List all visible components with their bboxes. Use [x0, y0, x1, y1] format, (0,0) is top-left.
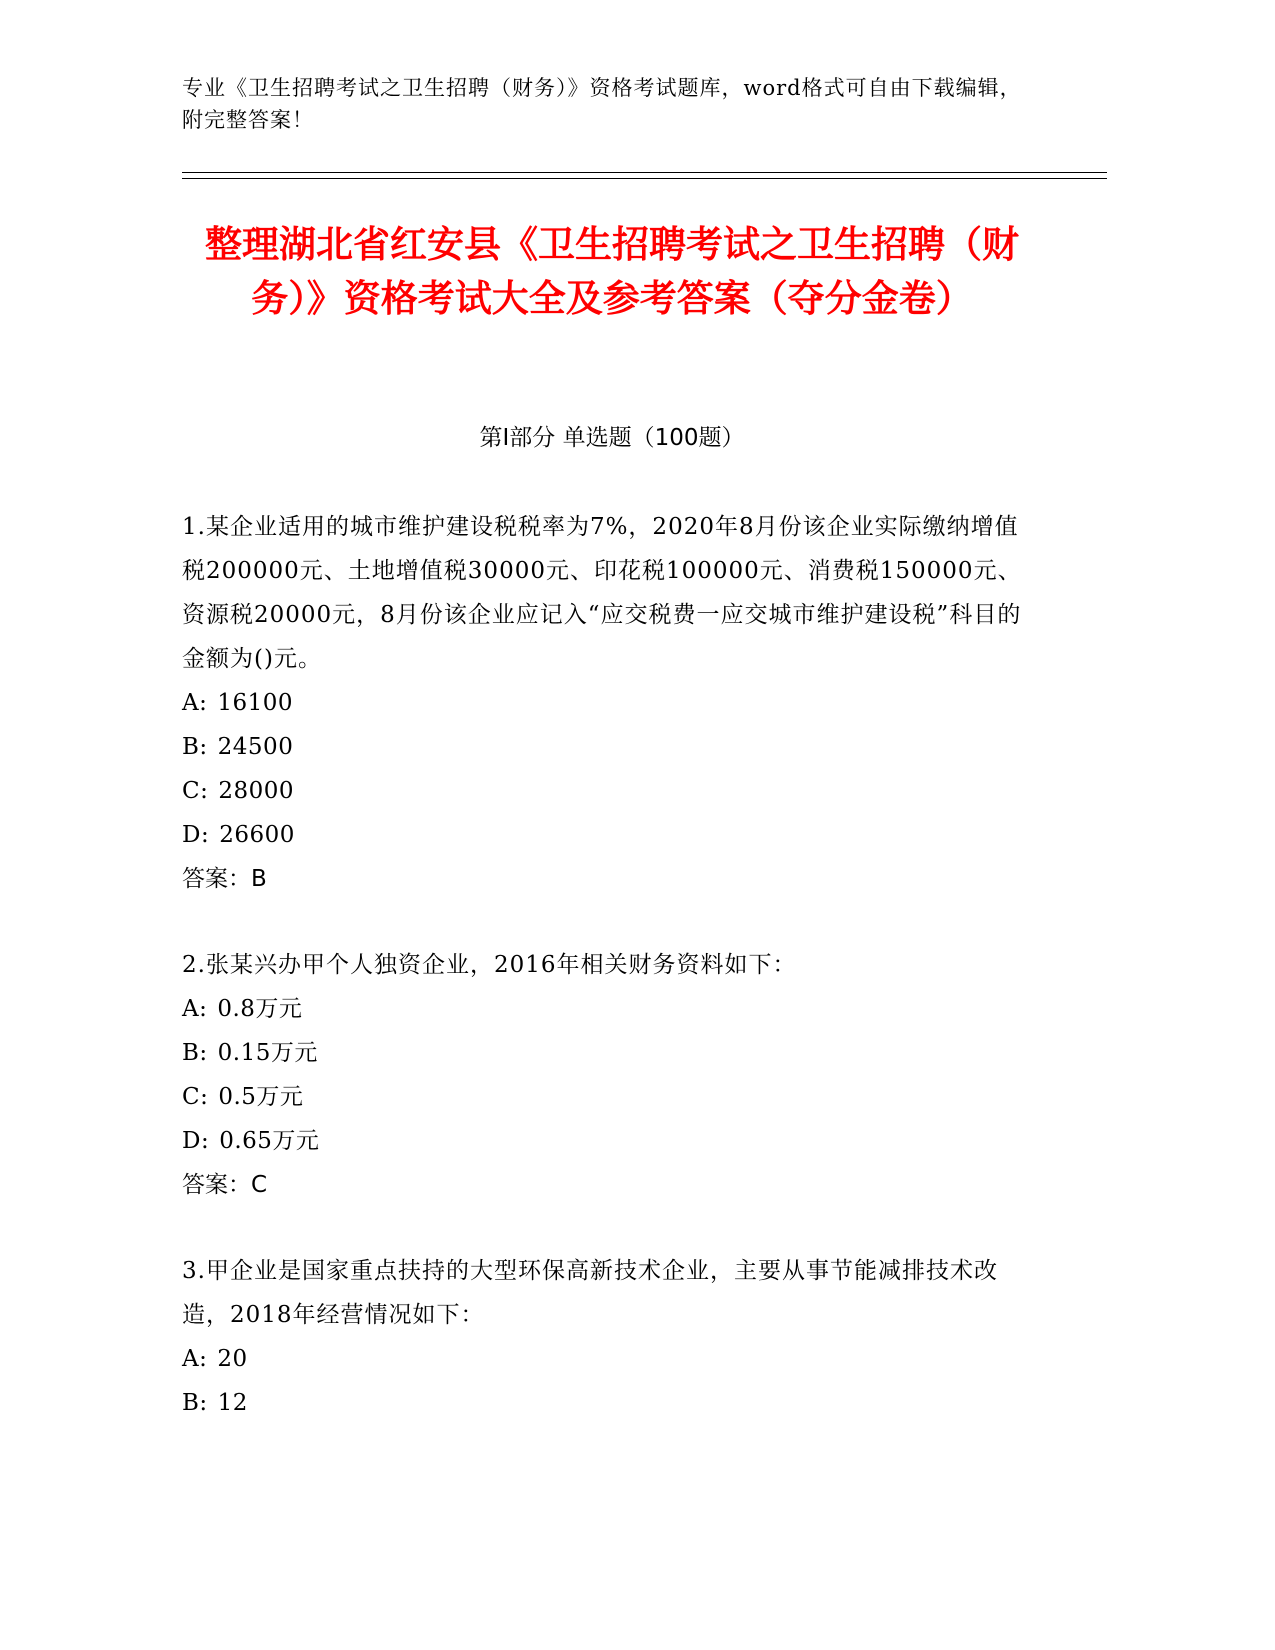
option-c: [182, 769, 1032, 813]
header-rule-bottom: [182, 178, 1107, 179]
question-stem: 3.甲企业是国家重点扶持的大型环保高新技术企业，主要从事节能减排技术改造，2018年经营情况如下：: [182, 1258, 998, 1328]
answer-line: 答案：B: [182, 866, 267, 892]
option-letter: D:: [182, 822, 210, 848]
option-letter: A:: [182, 996, 208, 1022]
option-a: [182, 987, 1032, 1031]
option-text: 0.5万元: [218, 1084, 304, 1110]
header-note: 专业《卫生招聘考试之卫生招聘（财务）》资格考试题库，word格式可自由下载编辑，附完整答案！: [182, 76, 1022, 132]
option-d: [182, 813, 1032, 857]
option-letter: C:: [182, 1084, 209, 1110]
option-a: [182, 1337, 1032, 1381]
question-spacer: [182, 1207, 1032, 1249]
option-letter: B:: [182, 1390, 208, 1416]
option-b: [182, 1031, 1032, 1075]
option-b: [182, 1381, 1032, 1425]
question-stem: 1.某企业适用的城市维护建设税税率为7%，2020年8月份该企业实际缴纳增值税200000元、土地增值税30000元、印花税100000元、消费税150000元、资源税20000元，8月份该企业应记入“应交税费一应交城市维护建设税”科目的金额为()元。: [182, 514, 1022, 672]
option-text: 0.15万元: [217, 1040, 318, 1066]
document-title: 整理湖北省红安县《卫生招聘考试之卫生招聘（财务）》资格考试大全及参考答案（夺分金卷）: [205, 223, 1019, 320]
option-text: 12: [217, 1390, 248, 1416]
section-heading: 第Ⅰ部分 单选题（100题）: [479, 425, 745, 451]
option-letter: A:: [182, 1346, 208, 1372]
question-spacer: [182, 901, 1032, 943]
option-text: 0.65万元: [219, 1128, 320, 1154]
question-2: [182, 943, 1032, 1207]
option-a: [182, 681, 1032, 725]
option-b: [182, 725, 1032, 769]
option-text: 26600: [219, 822, 295, 848]
option-letter: C:: [182, 778, 209, 804]
option-text: 0.8万元: [217, 996, 303, 1022]
option-d: [182, 1119, 1032, 1163]
question-1: [182, 505, 1032, 901]
option-text: 28000: [218, 778, 295, 804]
question-stem: 2.张某兴办甲个人独资企业，2016年相关财务资料如下：: [182, 952, 797, 978]
option-letter: B:: [182, 1040, 208, 1066]
option-text: 24500: [217, 734, 294, 760]
question-list: [182, 505, 1032, 1425]
option-letter: B:: [182, 734, 208, 760]
question-3: [182, 1249, 1032, 1425]
header-rule-top: [182, 172, 1107, 173]
option-text: 20: [217, 1346, 248, 1372]
option-c: [182, 1075, 1032, 1119]
option-letter: D:: [182, 1128, 210, 1154]
option-text: 16100: [217, 690, 294, 716]
option-letter: A:: [182, 690, 208, 716]
answer-line: 答案：C: [182, 1172, 268, 1198]
